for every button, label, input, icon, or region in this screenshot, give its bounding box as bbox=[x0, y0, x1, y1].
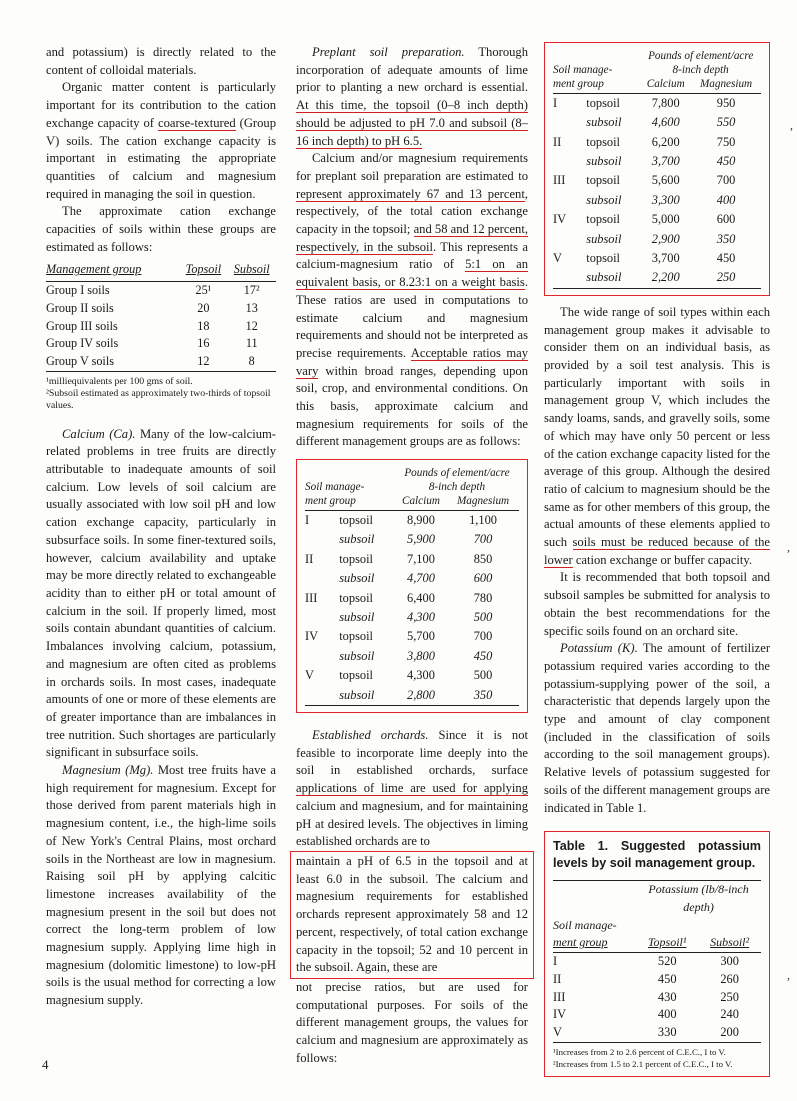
group-cell bbox=[305, 686, 339, 706]
nutrient-row bbox=[553, 133, 761, 152]
layer-cell: subsoil bbox=[339, 571, 375, 586]
magnesium-paragraph bbox=[46, 762, 276, 1010]
highlighted-text: and 58 and 12 percent, respectively, in the subsoil bbox=[296, 222, 528, 254]
text-run: within broad ranges, depending upon soil, crop, and environmental conditions. On this basis, approximate calcium and magnesium requirements for soils of the different management groups are as follows: bbox=[296, 363, 528, 449]
table1-row bbox=[553, 1006, 761, 1024]
nutrient-span-header: Pounds of element/acre bbox=[404, 467, 510, 480]
cec-row bbox=[46, 335, 276, 353]
text-run: cation exchange or buffer capacity. bbox=[572, 552, 753, 567]
cec-cell: 25¹ bbox=[195, 283, 212, 298]
established-table-box bbox=[544, 42, 770, 296]
nutrient-row bbox=[305, 608, 519, 627]
cec-cell: 11 bbox=[245, 336, 258, 351]
text-run: The amount of fertilizer potassium required varies according to the potassium-supplying power of the soil, a characteristic that depends largely upon the type and amount of clay component (included in the classification of soils according to the soil management groups). Relative levels of potassium suggested for soils of the different management groups are indicated in Table 1. bbox=[544, 641, 771, 815]
layer-cell: subsoil bbox=[339, 686, 395, 706]
magnesium-cell: 400 bbox=[716, 192, 736, 207]
nutrient-row bbox=[305, 666, 519, 685]
nutrient-row bbox=[305, 550, 519, 569]
potassium-table bbox=[553, 880, 761, 1042]
calcium-cell: 3,700 bbox=[651, 154, 680, 169]
nutrient-blank bbox=[305, 466, 395, 480]
layer-cell: subsoil bbox=[586, 192, 622, 207]
cec-row bbox=[46, 282, 276, 300]
col1-paragraph-organic bbox=[46, 79, 276, 203]
cec-cell: 8 bbox=[227, 353, 276, 371]
magnesium-heading: Magnesium (Mg). bbox=[62, 763, 154, 778]
preplant-nutrient-table bbox=[305, 466, 519, 706]
calcium-cell: 3,800 bbox=[407, 648, 435, 663]
table1-cell: 520 bbox=[657, 954, 677, 969]
group-cell: IV bbox=[305, 629, 319, 644]
cec-footnote-1: ¹milliequivalents per 100 gms of soil. bbox=[46, 375, 193, 387]
margin-mark: , bbox=[790, 118, 793, 132]
nutrient-row bbox=[305, 686, 519, 706]
nutrient-header-row bbox=[305, 494, 519, 511]
calcium-cell: 2,800 bbox=[395, 686, 447, 706]
calcium-cell: 5,900 bbox=[407, 532, 435, 547]
cec-cell: Group I soils bbox=[46, 283, 110, 298]
cec-cell: 13 bbox=[245, 300, 258, 315]
calcium-cell: 6,200 bbox=[651, 134, 680, 149]
layer-cell: subsoil bbox=[339, 609, 375, 624]
text-run: Thorough incorporation of adequate amounts of lime prior to planting a new orchard is essential. bbox=[296, 45, 529, 95]
cec-header-subsoil: Subsoil bbox=[227, 260, 276, 281]
nutrient-calcium-header: Calcium bbox=[395, 494, 447, 511]
text-run: Most tree fruits have a high requirement for magnesium. Except for those derived from parent materials high in magnesium content, i.e., the high-lime soils of New York's Central Plains, most orchard soils in the Northeast are low in magnesium. Raising soil pH by applying calcitic limestone increases availability of the magnesium present in the soil but does not correct the long-term problem of low magnesium supply. Applying lime high in magnesium (dolomitic limestone) to low-pH soils is the usual method for correcting a low magnesium supply. bbox=[46, 763, 276, 1008]
highlighted-text: soils must be reduced because of the lower bbox=[544, 535, 771, 567]
table1-group-header-2: ment group bbox=[553, 935, 608, 950]
nutrient-row bbox=[553, 191, 761, 210]
calcium-paragraph bbox=[46, 426, 276, 762]
group-cell: III bbox=[305, 590, 318, 605]
calcium-cell: 7,100 bbox=[407, 551, 435, 566]
nutrient-row bbox=[305, 531, 519, 550]
nutrient-header-row bbox=[305, 480, 519, 494]
table1-title: Table 1. Suggested potassium levels by soil management group. bbox=[553, 839, 761, 871]
col1-paragraph-1: and potassium) is directly related to the content of colloidal materials. bbox=[46, 45, 276, 77]
table1-cell: 430 bbox=[657, 989, 677, 1004]
nutrient-row bbox=[553, 230, 761, 249]
text-run: Calcium and/or magnesium requirements for preplant soil preparation are estimated to bbox=[296, 151, 528, 183]
nutrient-depth-header: 8-inch depth bbox=[428, 481, 486, 494]
column-3 bbox=[544, 44, 770, 1077]
text-run: Organic matter content is particularly important for its contribution to the cation exchange capacity of bbox=[46, 80, 276, 130]
layer-cell: subsoil bbox=[586, 154, 622, 169]
table1-footnote-2: ²Increases from 1.5 to 2.1 percent of C.E.C., I to V. bbox=[553, 1058, 733, 1069]
established-nutrient-table bbox=[553, 49, 761, 289]
layer-cell: subsoil bbox=[586, 231, 622, 246]
nutrient-magnesium-header: Magnesium bbox=[447, 494, 519, 511]
table1-cell: 260 bbox=[720, 971, 739, 986]
table1-row bbox=[553, 971, 761, 989]
layer-cell: topsoil bbox=[586, 212, 621, 227]
magnesium-cell: 780 bbox=[473, 590, 493, 605]
established-paragraph bbox=[296, 727, 528, 851]
layer-cell: subsoil bbox=[586, 269, 640, 289]
nutrient-header-row bbox=[305, 466, 519, 480]
table1-footnotes bbox=[553, 1046, 761, 1070]
magnesium-cell: 700 bbox=[473, 532, 493, 547]
calcium-cell: 7,800 bbox=[651, 95, 680, 110]
calcium-cell: 4,300 bbox=[407, 668, 435, 683]
magnesium-cell: 600 bbox=[716, 212, 736, 227]
group-cell bbox=[553, 230, 586, 249]
table1-cell: 300 bbox=[720, 954, 739, 969]
text-run: . These ratios are used in computations to estimate calcium and magnesium requirements and should not be interpreted as precise requirements. bbox=[296, 275, 528, 360]
calcium-cell: 2,200 bbox=[640, 269, 691, 289]
layer-cell: topsoil bbox=[339, 629, 373, 644]
magnesium-cell: 550 bbox=[716, 115, 736, 130]
magnesium-cell: 450 bbox=[473, 648, 493, 663]
nutrient-row bbox=[553, 94, 761, 114]
cec-header-group: Management group bbox=[46, 260, 179, 281]
nutrient-group-header: Soil manage- bbox=[553, 64, 613, 76]
magnesium-cell: 950 bbox=[716, 95, 736, 110]
calcium-cell: 4,700 bbox=[407, 571, 435, 586]
established-paragraph-end: not precise ratios, but are used for computational purposes. For soils of the different management groups, the values for calcium and magnesium are approximately as follows: bbox=[296, 979, 528, 1065]
cec-footnote-2: ²Subsoil estimated as approximately two-thirds of topsoil values. bbox=[46, 387, 271, 411]
highlighted-text: Acceptable ratios may vary bbox=[296, 345, 528, 378]
group-cell bbox=[553, 269, 586, 289]
column-1 bbox=[46, 44, 276, 1010]
nutrient-row bbox=[305, 589, 519, 608]
table1-cell: I bbox=[553, 954, 558, 969]
table1-cell: 400 bbox=[657, 1007, 677, 1022]
cec-cell: Group III soils bbox=[46, 318, 118, 333]
cec-cell: 12 bbox=[179, 353, 227, 371]
nutrient-header-row bbox=[553, 77, 761, 94]
cec-cell: 12 bbox=[245, 318, 258, 333]
recommend-paragraph: It is recommended that both topsoil and subsoil samples be submitted for analysis to obtain the best recommendations for the specific soils found on an orchard site. bbox=[544, 570, 770, 638]
nutrient-row bbox=[553, 269, 761, 289]
nutrient-magnesium-header: Magnesium bbox=[691, 77, 761, 94]
group-cell: IV bbox=[553, 212, 567, 227]
calcium-cell: 3,700 bbox=[651, 250, 680, 265]
table1-cell: 250 bbox=[720, 989, 739, 1004]
nutrient-row bbox=[553, 249, 761, 268]
text-run: Since it is not feasible to incorporate lime deeply into the soil in established orchards, surface bbox=[296, 728, 528, 778]
calcium-cell: 4,600 bbox=[651, 115, 680, 130]
nutrient-group-header: Soil manage- bbox=[305, 481, 365, 494]
magnesium-cell: 250 bbox=[691, 269, 761, 289]
margin-mark: , bbox=[787, 968, 790, 982]
magnesium-cell: 1,100 bbox=[469, 513, 497, 528]
text-run: Many of the low-calcium-related problems in tree fruits are directly attributable to inadequate amounts of soil calcium. Low levels of soil calcium are usually associated with low soil pH and low cation exchange capacity, particularly in subsurface soils. In some finer-textured soils, however, calcium availability and uptake may be more directly related to exchangeable acidity than to either pH or total amount of calcium in the soil. If properly limed, most soils contain abundant quantities of calcium. Imbalances involving calcium, potassium, and magnesium are often cited as problems in orchards soils. In most cases, inadequate amounts of one or more of these elements are of greater importance than are imbalances in tree nutrition. Such shortages are particularly significant in subsurface soils. bbox=[46, 426, 276, 760]
calcium-cell: 2,900 bbox=[651, 231, 680, 246]
highlighted-text: represent approximately 67 and 13 percent bbox=[296, 186, 525, 201]
nutrient-header-row bbox=[553, 49, 761, 63]
cec-row bbox=[46, 318, 276, 336]
magnesium-cell: 700 bbox=[473, 629, 493, 644]
calcium-cell: 5,700 bbox=[407, 629, 435, 644]
nutrient-row bbox=[305, 628, 519, 647]
cec-row bbox=[46, 353, 276, 371]
calcium-heading: Calcium (Ca). bbox=[62, 426, 136, 441]
table1-cell: IV bbox=[553, 1007, 567, 1022]
cec-cell: Group V soils bbox=[46, 353, 179, 371]
magnesium-cell: 450 bbox=[716, 250, 736, 265]
magnesium-cell: 700 bbox=[716, 173, 736, 188]
magnesium-cell: 450 bbox=[716, 154, 736, 169]
text-run: calcium and magnesium, and for maintaining pH at desired levels. The objectives in liming established orchards are to bbox=[296, 798, 528, 849]
group-cell: III bbox=[553, 173, 566, 188]
table1-cell: II bbox=[553, 971, 562, 986]
table1-footnote-1: ¹Increases from 2 to 2.6 percent of C.E.C., I to V. bbox=[553, 1046, 726, 1057]
nutrient-group-header: ment group bbox=[305, 494, 395, 511]
table1-blank bbox=[553, 881, 636, 917]
magnesium-cell: 500 bbox=[473, 668, 493, 683]
group-cell bbox=[305, 569, 339, 588]
group-cell bbox=[553, 152, 586, 171]
boxed-text: maintain a pH of 6.5 in the topsoil and at least 6.0 in the subsoil. The calcium and magnesium requirements for established orchards represent approximately 58 and 12 percent, respectively, of total cation exchange capacity in the topsoil; 52 and 10 percent in the subsoil. Again, these are bbox=[296, 854, 528, 975]
table1-cell: 450 bbox=[657, 971, 677, 986]
cec-header-topsoil: Topsoil bbox=[179, 260, 227, 281]
nutrient-row bbox=[553, 210, 761, 229]
preplant-paragraph bbox=[296, 44, 528, 150]
text-run: . This represents a calcium-magnesium ratio of bbox=[296, 239, 528, 272]
table1-row bbox=[553, 1024, 761, 1042]
established-heading: Established orchards. bbox=[312, 728, 429, 743]
highlighted-text: applications of lime are used for applying bbox=[296, 781, 528, 796]
layer-cell: topsoil bbox=[586, 95, 621, 110]
group-cell: V bbox=[553, 250, 562, 265]
nutrient-calcium-header: Calcium bbox=[640, 77, 691, 94]
preplant-table-box bbox=[296, 459, 528, 713]
group-cell: V bbox=[305, 668, 314, 683]
margin-mark: , bbox=[787, 540, 790, 554]
highlighted-text: 5:1 on an equivalent basis, or 8.23:1 on a weight basis bbox=[296, 257, 528, 290]
group-cell bbox=[305, 647, 339, 666]
layer-cell: topsoil bbox=[339, 513, 373, 528]
calcium-cell: 3,300 bbox=[651, 192, 680, 207]
layer-cell: topsoil bbox=[339, 668, 373, 683]
table1-cell: III bbox=[553, 989, 566, 1004]
calcium-cell: 8,900 bbox=[407, 513, 435, 528]
group-cell: I bbox=[305, 513, 310, 528]
cec-cell: 16 bbox=[197, 336, 210, 351]
table1-cell: 330 bbox=[657, 1024, 677, 1039]
calcium-cell: 5,000 bbox=[651, 212, 680, 227]
table1-group-header-1: Soil manage- bbox=[553, 917, 617, 932]
layer-cell: subsoil bbox=[339, 532, 375, 547]
layer-cell: topsoil bbox=[339, 590, 373, 605]
layer-cell: topsoil bbox=[339, 551, 373, 566]
calcium-cell: 4,300 bbox=[407, 609, 435, 624]
nutrient-header-row bbox=[553, 63, 761, 77]
cec-cell: 18 bbox=[197, 318, 210, 333]
potassium-paragraph bbox=[544, 640, 770, 817]
layer-cell: topsoil bbox=[586, 250, 621, 265]
magnesium-cell: 350 bbox=[447, 686, 519, 706]
page-number: 4 bbox=[42, 1057, 49, 1072]
preplant-heading: Preplant soil preparation. bbox=[312, 45, 465, 59]
magnesium-cell: 850 bbox=[473, 551, 493, 566]
magnesium-cell: 350 bbox=[716, 231, 736, 246]
table1-box bbox=[544, 831, 770, 1076]
table1-row bbox=[553, 989, 761, 1007]
nutrient-depth-header: 8-inch depth bbox=[672, 64, 729, 76]
layer-cell: topsoil bbox=[586, 134, 621, 149]
nutrient-row bbox=[553, 113, 761, 132]
table1-row bbox=[553, 953, 761, 971]
group-cell bbox=[305, 531, 339, 550]
calcium-cell: 6,400 bbox=[407, 590, 435, 605]
group-cell bbox=[553, 113, 586, 132]
table1-subsoil-header: Subsoil² bbox=[710, 935, 750, 950]
cec-cell: Group II soils bbox=[46, 300, 114, 315]
table1-span-header: Potassium (lb/8-inch depth) bbox=[648, 882, 749, 914]
highlighted-text: At this time, the topsoil (0–8 inch depth) should be adjusted to pH 7.0 and subsoil (8–16 inch depth) to pH 6.5. bbox=[296, 98, 528, 148]
cec-row bbox=[46, 300, 276, 318]
ratio-paragraph bbox=[296, 150, 528, 451]
group-cell: II bbox=[305, 551, 314, 566]
cec-cell: 17² bbox=[243, 283, 260, 298]
group-cell: II bbox=[553, 134, 562, 149]
potassium-heading: Potassium (K). bbox=[560, 641, 638, 656]
cec-footnotes bbox=[46, 376, 276, 412]
nutrient-row bbox=[305, 647, 519, 666]
group-cell: I bbox=[553, 95, 558, 110]
nutrient-row bbox=[305, 511, 519, 531]
magnesium-cell: 750 bbox=[716, 134, 736, 149]
nutrient-row bbox=[553, 172, 761, 191]
layer-cell: topsoil bbox=[586, 173, 621, 188]
table1-cell: V bbox=[553, 1024, 562, 1039]
nutrient-row bbox=[553, 152, 761, 171]
table1-cell: 200 bbox=[720, 1024, 739, 1039]
cec-cell: Group IV soils bbox=[46, 336, 119, 351]
column-2 bbox=[296, 44, 528, 1067]
established-highlight-box bbox=[290, 851, 534, 979]
highlighted-text: coarse-textured bbox=[158, 115, 236, 130]
cec-cell: 20 bbox=[197, 300, 210, 315]
cec-table bbox=[46, 260, 276, 371]
nutrient-span-header: Pounds of element/acre bbox=[648, 50, 754, 62]
text-run: , respectively, of the total cation exchange capacity in the topsoil; bbox=[296, 186, 528, 237]
nutrient-group-header: ment group bbox=[553, 77, 640, 94]
magnesium-cell: 600 bbox=[473, 571, 493, 586]
layer-cell: subsoil bbox=[339, 648, 375, 663]
nutrient-row bbox=[305, 569, 519, 588]
wide-range-paragraph bbox=[544, 304, 770, 570]
text-run: The wide range of soil types within each management group makes it advisable to consider them on an individual basis, as provided by a soil test analysis. This is particularly important with soils in management group V, which includes the sandy loams, sands, and gravelly soils, some of which may have only 50 percent or less of the cation exchange capacity listed for the average of this group. Although the desired ratio of calcium to magnesium should be the same as for other members of this group, the actual amounts of these elements applied to such bbox=[544, 304, 770, 550]
group-cell bbox=[305, 608, 339, 627]
layer-cell: subsoil bbox=[586, 115, 622, 130]
calcium-cell: 5,600 bbox=[651, 173, 680, 188]
magnesium-cell: 500 bbox=[473, 609, 493, 624]
table1-cell: 240 bbox=[720, 1007, 739, 1022]
group-cell bbox=[553, 191, 586, 210]
col1-paragraph-cec-intro: The approximate cation exchange capacities of soils within these groups are estimated as follows: bbox=[46, 204, 276, 254]
table1-topsoil-header: Topsoil¹ bbox=[647, 935, 687, 950]
nutrient-blank bbox=[553, 49, 640, 63]
text-run: (Group V) soils. The cation exchange capacity is important in estimating the appropriate quantities of calcium and magnesium required in managing the soil in question. bbox=[46, 115, 276, 201]
